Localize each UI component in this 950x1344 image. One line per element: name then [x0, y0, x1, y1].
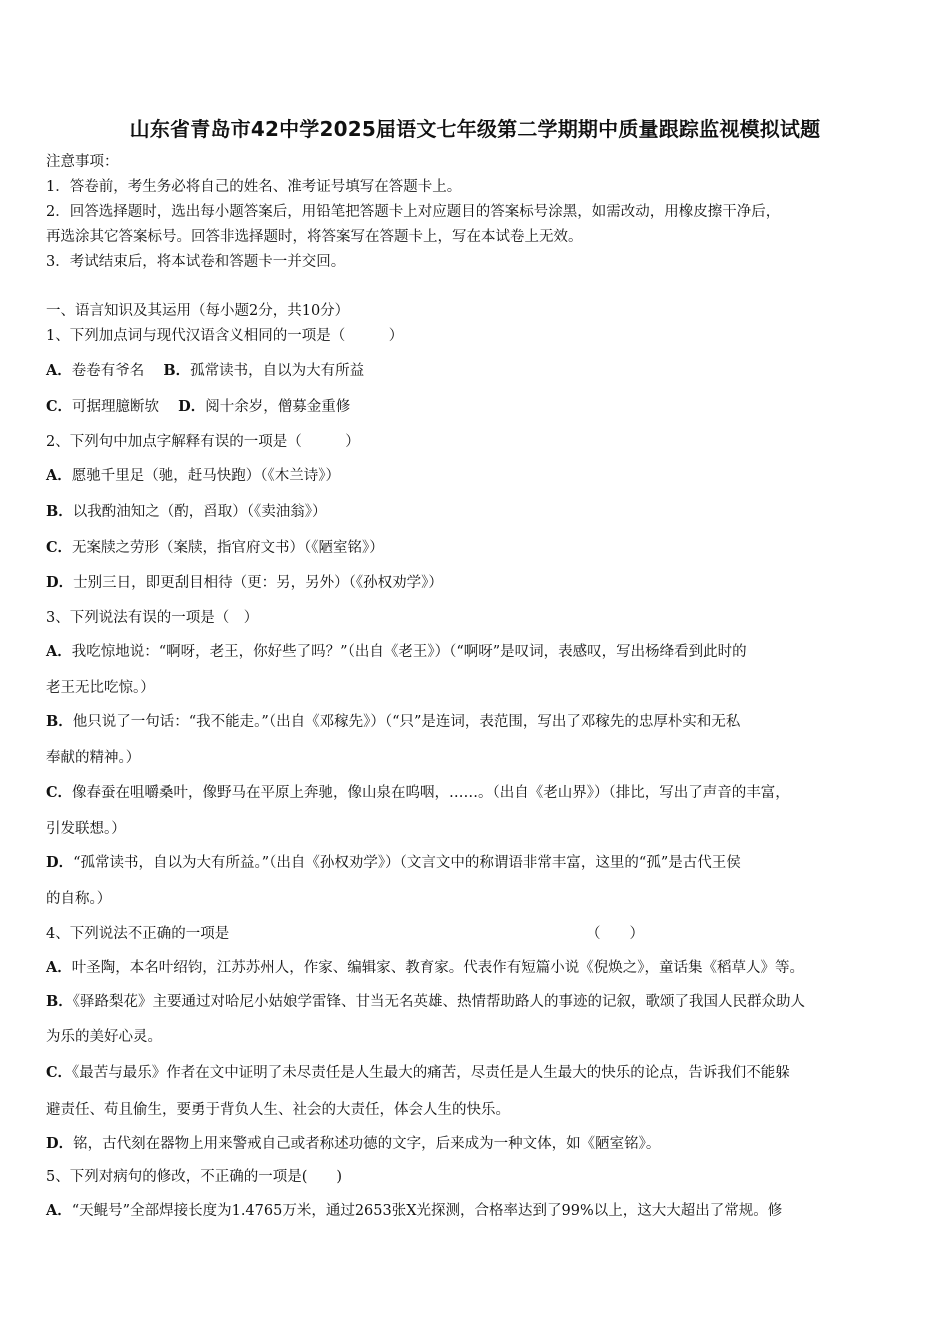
option-line: [46, 502, 912, 522]
option-text: 叶圣陶，本名叶绍钧，江苏苏州人，作家、编辑家、教育家。代表作有短篇小说《倪焕之》，童话集《稻草人》等。: [71, 960, 805, 976]
option-text: “孤常读书，自以为大有所益。”（出自《孙权劝学》）（文言文中的称谓语非常丰富，这里的“孤”是古代王侯: [73, 855, 741, 871]
option-label: B．: [163, 362, 191, 379]
section-heading: 一、语言知识及其运用（每小题2分，共10分）: [46, 303, 350, 319]
option-text: 愿驰千里足（驰，赶马快跑）（《木兰诗》）: [71, 468, 341, 484]
stem-text: 4、下列说法不正确的一项是: [46, 926, 230, 942]
option-line: [46, 1063, 912, 1083]
option-label: A．: [46, 467, 72, 484]
page-title: 山东省青岛市42中学2025届语文七年级第二学期期中质量跟踪监视模拟试题: [129, 117, 821, 141]
q1-options-row-1: [46, 361, 912, 381]
option-text: “天鲲号”全部焊接长度为1.4765万米，通过2653张X光探测，合格率达到了99%以上，这大大超出了常规。修: [71, 1203, 783, 1219]
option-continuation: 为乐的美好心灵。: [46, 1029, 162, 1045]
option-label: B．: [46, 993, 73, 1010]
option-text: 我吃惊地说：“啊呀，老王，你好些了吗？”（出自《老王》）（“啊呀”是叹词，表感叹，写出杨绛看到此时的: [71, 644, 747, 660]
option-line: [46, 1201, 912, 1221]
notice-heading: 注意事项：: [46, 154, 119, 170]
option-text: 阅十余岁，僧募金重修: [205, 399, 351, 415]
notice-item: 再选涂其它答案标号。回答非选择题时，将答案写在答题卡上，写在本试卷上无效。: [46, 229, 583, 245]
option-text: 孤常读书，自以为大有所益: [190, 363, 365, 379]
option-line: [46, 992, 912, 1012]
option-label: A．: [46, 362, 72, 379]
option-label: A．: [46, 959, 72, 976]
option-label: D．: [178, 398, 206, 415]
option-text: 以我酌油知之（酌，舀取）（《卖油翁》）: [72, 504, 327, 520]
option-label: B．: [46, 713, 73, 730]
option-text: 卷卷有爷名: [71, 363, 159, 379]
option-label: D．: [46, 574, 74, 591]
option-label: C．: [46, 398, 73, 415]
question-stem-2: 2、下列句中加点字解释有误的一项是（ ）: [46, 434, 360, 450]
option-label: C．: [46, 539, 73, 556]
option-line: [46, 958, 912, 978]
option-text: 《最苦与最乐》作者在文中证明了未尽责任是人生最大的痛苦，尽责任是人生最大的快乐的论点，告诉我们不能躲: [72, 1065, 790, 1081]
option-line: [46, 1134, 912, 1154]
answer-paren: （ ）: [586, 926, 644, 942]
option-text: 可据理臆断欤: [72, 399, 174, 415]
option-label: D．: [46, 1135, 74, 1152]
option-label: C．: [46, 1064, 73, 1081]
option-text: 像春蚕在咀嚼桑叶，像野马在平原上奔驰，像山泉在呜咽，……。（出自《老山界》）（排比，写出了声音的丰富，: [72, 785, 790, 801]
option-continuation: 奉献的精神。）: [46, 750, 141, 766]
option-label: C．: [46, 784, 73, 801]
notice-item: 2．回答选择题时，选出每小题答案后，用铅笔把答题卡上对应题目的答案标号涂黑，如需改动，用橡皮擦干净后，: [46, 204, 781, 220]
question-stem-5: 5、下列对病句的修改，不正确的一项是( ): [46, 1169, 343, 1185]
option-label: A．: [46, 643, 72, 660]
q1-options-row-2: [46, 397, 912, 417]
option-continuation: 的自称。）: [46, 891, 112, 907]
option-line: [46, 573, 912, 593]
option-line: [46, 466, 912, 486]
option-label: A．: [46, 1202, 72, 1219]
question-stem-1: 1、下列加点词与现代汉语含义相同的一项是（ ）: [46, 328, 404, 344]
option-text: 《驿路梨花》主要通过对哈尼小姑娘学雷锋、甘当无名英雄、热情帮助路人的事迹的记叙，歌颂了我国人民群众助人: [72, 994, 806, 1010]
option-line: [46, 783, 912, 803]
option-text: 他只说了一句话：“我不能走。”（出自《邓稼先》）（“只”是连词，表范围，写出了邓稼先的忠厚朴实和无私: [72, 714, 741, 730]
option-continuation: 老王无比吃惊。）: [46, 680, 155, 696]
option-line: [46, 853, 912, 873]
option-label: D．: [46, 854, 74, 871]
notice-item: 1．答卷前，考生务必将自己的姓名、准考证号填写在答题卡上。: [46, 179, 462, 195]
option-continuation: 避责任、苟且偷生，要勇于背负人生、社会的大责任，体会人生的快乐。: [46, 1102, 510, 1118]
option-text: 铭，古代刻在器物上用来警戒自己或者称述功德的文字，后来成为一种文体，如《陋室铭》。: [73, 1136, 661, 1152]
option-text: 无案牍之劳形（案牍，指官府文书）（《陋室铭》）: [72, 540, 384, 556]
question-stem-3: 3、下列说法有误的一项是（ ）: [46, 610, 259, 626]
option-line: [46, 538, 912, 558]
option-label: B．: [46, 503, 73, 520]
option-continuation: 引发联想。）: [46, 821, 126, 837]
option-line: [46, 712, 912, 732]
notice-item: 3．考试结束后，将本试卷和答题卡一并交回。: [46, 254, 346, 270]
option-text: 士别三日，即更刮目相待（更：另，另外）（《孙权劝学》）: [73, 575, 443, 591]
option-line: [46, 642, 912, 662]
question-stem-4: [46, 924, 912, 944]
